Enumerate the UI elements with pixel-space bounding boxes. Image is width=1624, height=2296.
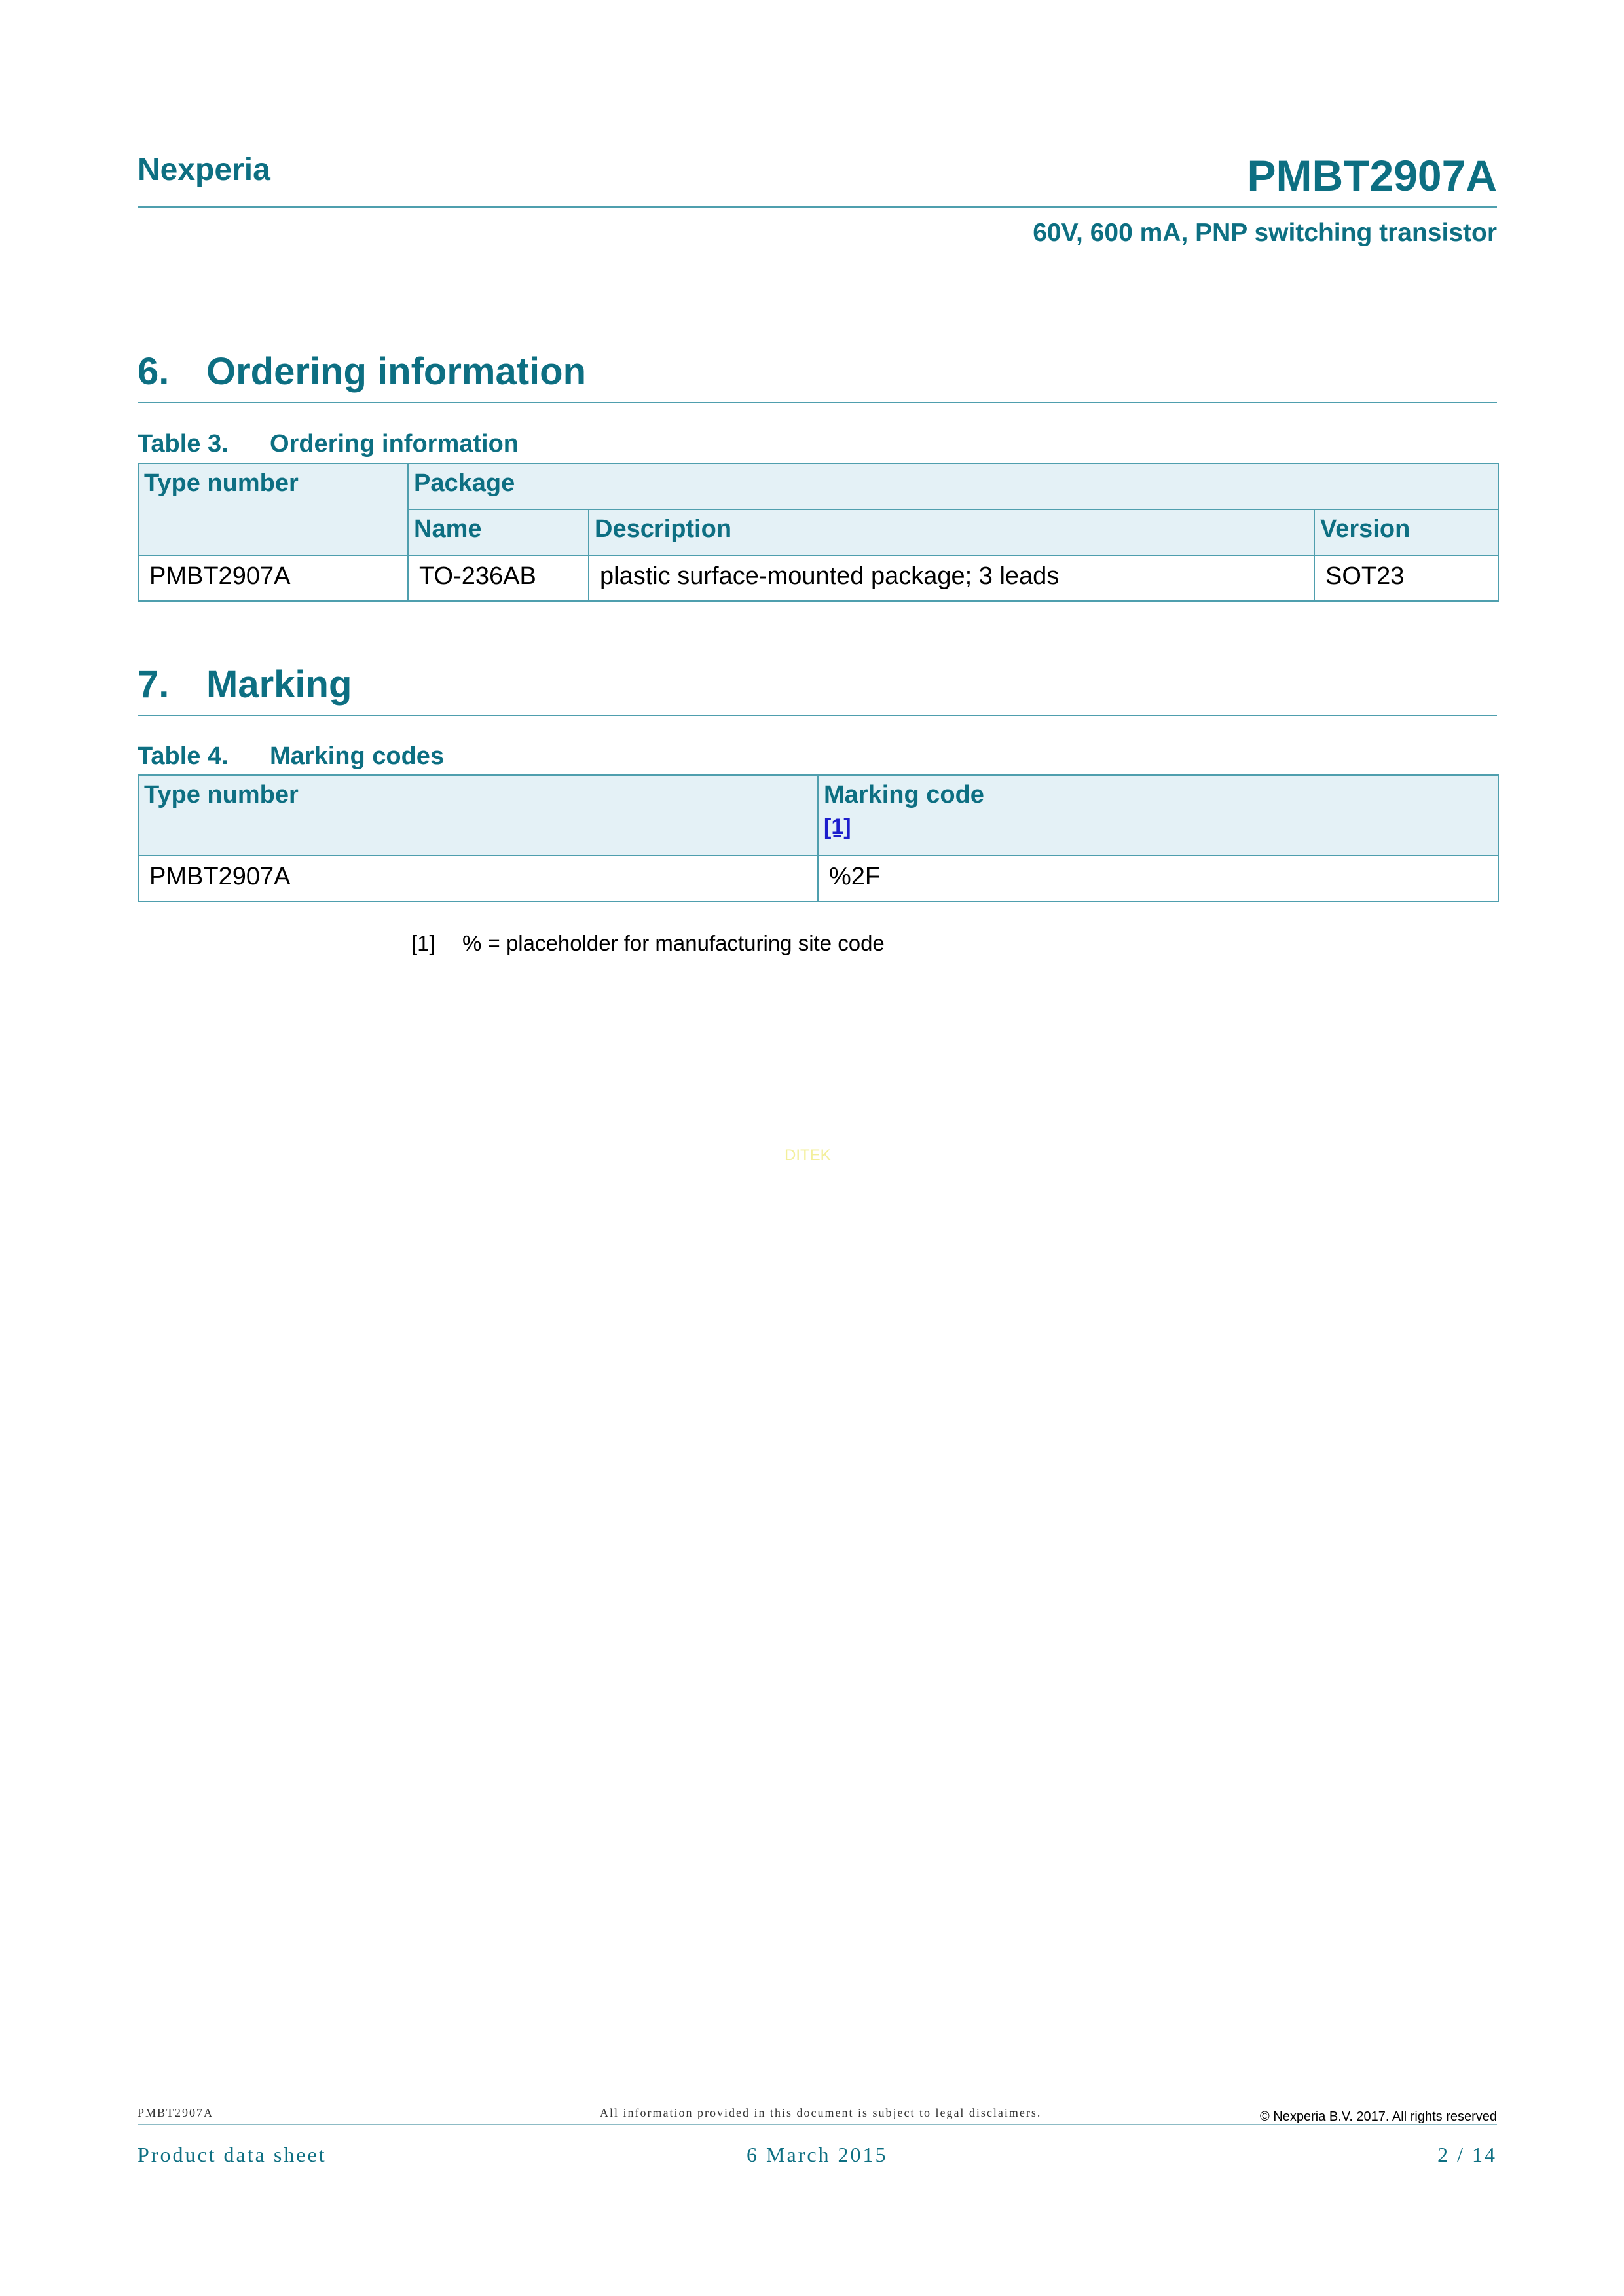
footer-doc-id: PMBT2907A bbox=[138, 2106, 214, 2119]
section-7-number: 7. bbox=[138, 663, 170, 706]
section-7-rule bbox=[138, 715, 1497, 716]
table-4-number: Table 4. bbox=[138, 742, 229, 770]
cell-marking-code: %2F bbox=[818, 856, 1498, 902]
section-6-rule bbox=[138, 402, 1497, 403]
table-row bbox=[138, 856, 1498, 902]
table-row bbox=[138, 555, 1498, 601]
cell-type-number: PMBT2907A bbox=[138, 555, 408, 601]
col-name: Name bbox=[408, 509, 589, 555]
table-3-number: Table 3. bbox=[138, 430, 229, 458]
cell-name: TO-236AB bbox=[408, 555, 589, 601]
table-4-caption bbox=[138, 742, 444, 771]
brand-name: Nexperia bbox=[138, 153, 270, 187]
marking-table bbox=[138, 774, 1499, 902]
footer-doc-type: Product data sheet bbox=[138, 2143, 327, 2166]
col-package: Package bbox=[408, 464, 1498, 509]
col-marking-code bbox=[818, 775, 1498, 856]
col-version: Version bbox=[1314, 509, 1498, 555]
footer-rule bbox=[138, 2124, 1497, 2125]
header-rule bbox=[138, 206, 1497, 208]
col-type-number: Type number bbox=[138, 464, 408, 555]
footnote-link[interactable]: [1] bbox=[824, 814, 851, 839]
watermark: DITEK bbox=[784, 1146, 831, 1164]
footer-page-number: 2 / 14 bbox=[1437, 2143, 1497, 2166]
note-text: % = placeholder for manufacturing site code bbox=[462, 931, 885, 955]
section-6-title: Ordering information bbox=[206, 350, 586, 393]
cell-description: plastic surface-mounted package; 3 leads bbox=[589, 555, 1314, 601]
section-7-title: Marking bbox=[206, 663, 352, 706]
section-6-number: 6. bbox=[138, 350, 170, 393]
marking-code-label: Marking code bbox=[824, 781, 984, 809]
section-6-heading bbox=[138, 350, 586, 393]
footer-date: 6 March 2015 bbox=[747, 2143, 888, 2166]
part-subtitle: 60V, 600 mA, PNP switching transistor bbox=[1033, 219, 1497, 247]
cell-version: SOT23 bbox=[1314, 555, 1498, 601]
footer-disclaimer: All information provided in this document is subject to legal disclaimers. bbox=[600, 2106, 1042, 2119]
ordering-table bbox=[138, 463, 1499, 602]
part-number: PMBT2907A bbox=[1247, 151, 1497, 200]
table-3-title: Ordering information bbox=[270, 430, 519, 458]
table-3-caption bbox=[138, 430, 519, 458]
table-note bbox=[411, 931, 885, 956]
section-7-heading bbox=[138, 663, 352, 706]
col-description: Description bbox=[589, 509, 1314, 555]
footer-copyright: © Nexperia B.V. 2017. All rights reserved bbox=[1260, 2109, 1497, 2124]
col-type-number: Type number bbox=[138, 775, 818, 856]
table-4-title: Marking codes bbox=[270, 742, 445, 770]
cell-type-number: PMBT2907A bbox=[138, 856, 818, 902]
note-ref: [1] bbox=[411, 931, 435, 955]
